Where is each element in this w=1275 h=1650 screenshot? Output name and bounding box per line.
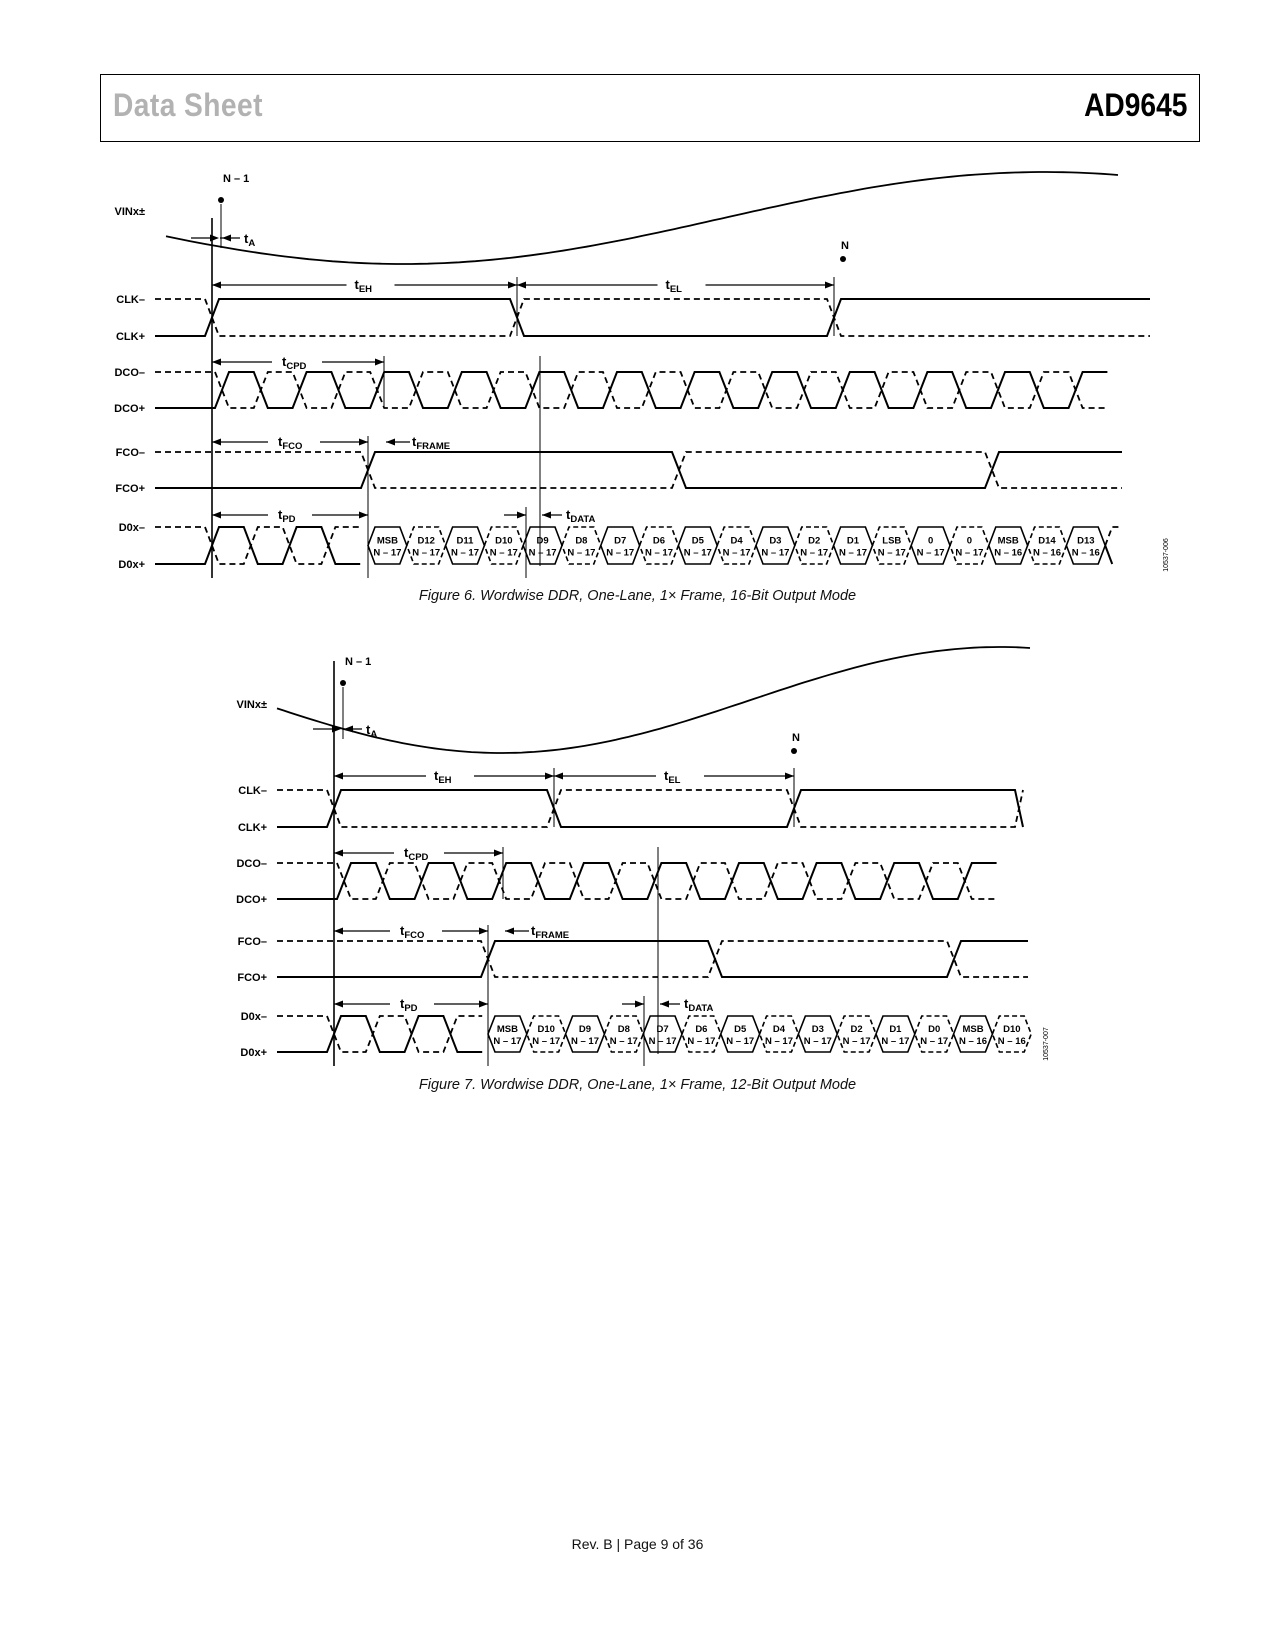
signal-label-dco-n: DCO–: [114, 367, 145, 379]
signal-label-fco-n: FCO–: [237, 936, 267, 948]
dco-plus-waveform: [277, 863, 997, 899]
data-cell-bit: D5: [691, 535, 704, 547]
tpd-label: $t_{PD}$: [278, 507, 296, 525]
vin-sine-waveform: [277, 647, 1030, 753]
data-tail-plus: [1105, 546, 1112, 565]
signal-label-fco-p: FCO+: [115, 483, 145, 495]
teh-dimension-arrow-left: [334, 773, 343, 780]
timing-diagram-figure-6: [0, 150, 1275, 590]
tel-label: $t_{EL}$: [664, 768, 681, 786]
data-cell-bit: D1: [889, 1024, 902, 1035]
tpd-arrow-right: [479, 1001, 488, 1008]
signal-label-dco-p: DCO+: [114, 403, 145, 415]
sample-point-n: [840, 256, 846, 262]
tcpd-arrow-right: [375, 359, 384, 366]
sample-point-n: [791, 748, 797, 754]
data-cell-sample: N – 17: [645, 547, 673, 559]
tframe-arrow: [505, 928, 514, 935]
data-cell-bit: D10: [495, 535, 513, 547]
tdata-arrow-left: [542, 512, 551, 519]
data-cell-sample: N – 16: [1071, 547, 1100, 559]
data-tail-minus: [1105, 527, 1121, 546]
signal-label-d-n: D0x–: [240, 1011, 267, 1023]
data-cell-bit: D10: [537, 1024, 555, 1035]
tpd-arrow-left: [212, 512, 221, 519]
data-cell-sample: N – 16: [1033, 547, 1061, 559]
tcpd-label: $t_{CPD}$: [282, 354, 307, 372]
data-cell-bit: D7: [656, 1024, 669, 1035]
tdata-label: $t_{DATA}$: [566, 507, 596, 525]
tfco-label: $t_{FCO}$: [400, 923, 425, 941]
page-header: [100, 74, 1200, 142]
data-cell-sample: N – 17: [916, 547, 945, 559]
data-cell-sample: N – 17: [528, 547, 557, 559]
data-cell-bit: D9: [578, 1024, 592, 1035]
data-cell-bit: D2: [850, 1024, 863, 1035]
signal-label-clk-n: CLK–: [116, 294, 145, 306]
teh-dimension-arrow-right: [545, 773, 554, 780]
fco-plus-waveform: [155, 452, 1122, 488]
vin-sine-waveform: [166, 172, 1118, 264]
tdata-arrow-right: [635, 1001, 644, 1008]
tel-dimension-arrow-left: [554, 773, 563, 780]
data-cell-sample: N – 17: [920, 1036, 949, 1047]
signal-label-d-n: D0x–: [118, 522, 145, 534]
data-cell-bit: 0: [927, 535, 934, 547]
tdata-arrow-right: [517, 512, 526, 519]
ta-label: $t_A$: [244, 231, 256, 249]
tfco-arrow-left: [334, 928, 343, 935]
ta-label: $t_A$: [366, 722, 378, 740]
teh-label: $t_{EH}$: [354, 277, 373, 295]
tfco-arrow-right: [359, 439, 368, 446]
figure-6-caption: Figure 6. Wordwise DDR, One-Lane, 1× Frame, 16-Bit Output Mode: [418, 588, 857, 604]
data-cell-sample: N – 17: [489, 547, 518, 559]
data-cell-bit: D7: [614, 535, 627, 547]
data-cell-bit: D6: [652, 535, 666, 547]
signal-label-clk-n: CLK–: [238, 785, 267, 797]
data-cell-sample: N – 17: [493, 1036, 522, 1047]
fco-minus-waveform: [277, 941, 1028, 977]
ta-arrow-left: [344, 726, 353, 733]
tframe-label: $t_{FRAME}$: [531, 923, 570, 941]
data-cell-sample: N – 16: [994, 547, 1023, 559]
sample-point-n-minus-1: [340, 680, 346, 686]
data-cell-bit: MSB: [962, 1024, 984, 1035]
data-cell-bit: D3: [811, 1024, 824, 1035]
data-cell-sample: N – 17: [606, 547, 635, 559]
data-cell-sample: N – 16: [959, 1036, 987, 1047]
figure-code: 10537-007: [1043, 1027, 1050, 1061]
sample-label-n: N: [841, 240, 849, 252]
data-cell-bit: D13: [1077, 535, 1095, 547]
tpd-arrow-right: [359, 512, 368, 519]
tfco-label: $t_{FCO}$: [278, 434, 303, 452]
data-cell-bit: MSB: [376, 535, 398, 547]
data-cell-bit: D10: [1003, 1024, 1021, 1035]
sample-label-n: N: [792, 732, 800, 744]
data-cell-sample: N – 17: [683, 547, 712, 559]
dco-plus-waveform: [155, 372, 1107, 408]
signal-label-clk-p: CLK+: [237, 822, 267, 834]
tcpd-arrow-left: [334, 850, 343, 857]
data-cell-bit: D8: [575, 535, 588, 547]
fco-minus-waveform: [155, 452, 1122, 488]
teh-label: $t_{EH}$: [434, 768, 452, 786]
data-cell-sample: N – 17: [451, 547, 479, 559]
ta-arrow-left: [222, 235, 231, 242]
data-cell-bit: MSB: [496, 1024, 518, 1035]
data-cell-sample: N – 17: [800, 547, 829, 559]
signal-label-d-p: D0x+: [118, 559, 145, 571]
data-cell-bit: D1: [846, 535, 860, 547]
clk-plus-waveform: [155, 299, 1150, 336]
data-cell-bit: D11: [456, 535, 474, 547]
header-part-number: AD9645: [1083, 87, 1187, 123]
data-cell-sample: N – 17: [571, 1036, 599, 1047]
data-cell-bit: D3: [769, 535, 782, 547]
data-cell-sample: N – 17: [648, 1036, 677, 1047]
timing-diagram-figure-7: [0, 640, 1275, 1080]
data-cell-bit: D8: [617, 1024, 630, 1035]
data-cell-bit: D5: [734, 1024, 747, 1035]
signal-label-dco-n: DCO–: [236, 858, 267, 870]
data-cell-sample: N – 17: [412, 547, 441, 559]
tel-dimension-arrow-left: [517, 282, 526, 289]
tframe-label: $t_{FRAME}$: [412, 434, 451, 452]
data-cell-sample: N – 17: [609, 1036, 638, 1047]
data-cell-bit: D4: [730, 535, 743, 547]
signal-label-dco-p: DCO+: [236, 894, 267, 906]
tel-dimension-arrow-right: [785, 773, 794, 780]
clk-plus-waveform: [277, 790, 1023, 827]
data-plus-preamble-waveform: [155, 527, 360, 564]
teh-dimension-arrow-right: [508, 282, 517, 289]
teh-dimension-arrow-left: [212, 282, 221, 289]
tdata-label: $t_{DATA}$: [684, 996, 714, 1014]
data-cell-sample: N – 17: [955, 547, 984, 559]
data-cell-sample: N – 17: [881, 1036, 910, 1047]
tfco-arrow-left: [212, 439, 221, 446]
data-cell-bit: LSB: [882, 535, 902, 547]
data-cell-sample: N – 17: [839, 547, 867, 559]
tpd-label: $t_{PD}$: [400, 996, 418, 1014]
data-cell-bit: 0: [966, 535, 973, 547]
data-cell-bit: D4: [772, 1024, 786, 1035]
signal-label-fco-n: FCO–: [115, 447, 145, 459]
data-cell-sample: N – 17: [373, 547, 402, 559]
tcpd-label: $t_{CPD}$: [404, 845, 429, 863]
data-cell-sample: N – 17: [877, 547, 906, 559]
tel-label: $t_{EL}$: [665, 277, 682, 295]
signal-label-fco-p: FCO+: [237, 972, 267, 984]
tcpd-arrow-left: [212, 359, 221, 366]
clk-minus-waveform: [155, 299, 1150, 336]
sample-point-n-minus-1: [218, 197, 224, 203]
data-cell-sample: N – 17: [765, 1036, 793, 1047]
data-cell-bit: MSB: [997, 535, 1019, 547]
data-cell-sample: N – 17: [532, 1036, 561, 1047]
signal-label-clk-p: CLK+: [115, 331, 145, 343]
data-cell-bit: D12: [417, 535, 435, 547]
data-cell-sample: N – 16: [997, 1036, 1026, 1047]
signal-label-d-p: D0x+: [240, 1047, 267, 1059]
tpd-arrow-left: [334, 1001, 343, 1008]
data-cell-sample: N – 17: [722, 547, 751, 559]
data-cell-sample: N – 17: [726, 1036, 755, 1047]
data-cell-sample: N – 17: [567, 547, 596, 559]
header-doc-type: Data Sheet: [113, 87, 263, 123]
data-cell-bit: D9: [536, 535, 549, 547]
signal-label-vin: VINx±: [236, 699, 267, 711]
figure-code: 10537-006: [1163, 538, 1170, 572]
signal-label-vin: VINx±: [114, 206, 145, 218]
data-plus-preamble-waveform: [277, 1016, 482, 1052]
data-cell-sample: N – 17: [803, 1036, 832, 1047]
data-cell-bit: D14: [1038, 535, 1056, 547]
tdata-arrow-left: [660, 1001, 669, 1008]
figure-7-caption: Figure 7. Wordwise DDR, One-Lane, 1× Frame, 12-Bit Output Mode: [418, 1077, 857, 1093]
data-cell-bit: D2: [808, 535, 821, 547]
clk-minus-waveform: [277, 790, 1023, 827]
tfco-arrow-right: [479, 928, 488, 935]
sample-label-n-minus-1: N – 1: [223, 173, 250, 185]
fco-plus-waveform: [277, 941, 1028, 977]
data-cell-bit: D6: [695, 1024, 708, 1035]
tframe-arrow: [386, 439, 395, 446]
tcpd-arrow-right: [494, 850, 503, 857]
data-cell-sample: N – 17: [761, 547, 790, 559]
page-footer: Rev. B | Page 9 of 36: [571, 1536, 704, 1552]
sample-label-n-minus-1: N – 1: [345, 656, 372, 668]
data-cell-sample: N – 17: [842, 1036, 871, 1047]
dco-minus-waveform: [277, 863, 997, 899]
data-cell-sample: N – 17: [687, 1036, 716, 1047]
tel-dimension-arrow-right: [825, 282, 834, 289]
data-cell-bit: D0: [928, 1024, 941, 1035]
